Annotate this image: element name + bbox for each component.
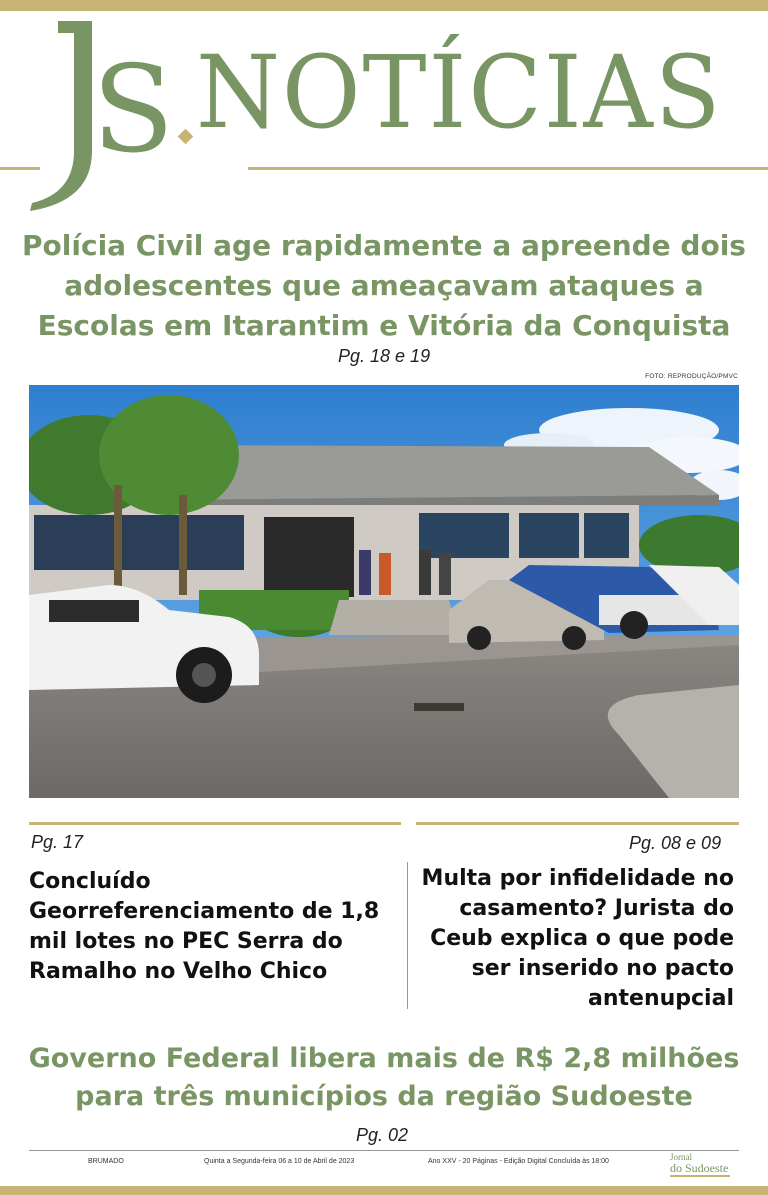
jornal-do-sudoeste-logo: [668, 1152, 738, 1180]
column-divider: [407, 862, 408, 1009]
bottom-page-ref: Pg. 02: [356, 1125, 409, 1145]
right-headline: Multa por infidelidade no casamento? Jurista do Ceub explica o que pode ser inserido no pacto antenupcial: [421, 866, 734, 1011]
footer-dates: Quinta a Segunda-feira 06 a 10 de Abril de 2023: [204, 1158, 355, 1165]
footer-logo-line2: do Sudoeste: [670, 1161, 729, 1175]
masthead: [0, 11, 768, 216]
logo-s: S: [92, 41, 175, 180]
footer-rule: [29, 1150, 739, 1151]
right-page-ref: Pg. 08 e 09: [629, 833, 722, 853]
footer-edition: Ano XXV - 20 Páginas - Edição Digital Concluída às 18:00: [428, 1158, 609, 1165]
main-headline: Polícia Civil age rapidamente a apreende dois adolescentes que ameaçavam ataques a Escolas em Itarantim e Vitória da Conquista: [22, 229, 746, 342]
footer-logo-line1: Jornal: [670, 1152, 692, 1162]
left-headline: Concluído Georreferenciamento de 1,8 mil lotes no PEC Serra do Ramalho no Velho Chico: [29, 869, 380, 984]
top-gold-band: [0, 0, 768, 11]
photo-credit: FOTO: REPRODUÇÃO/PMVC: [645, 373, 738, 380]
left-page-ref: Pg. 17: [31, 832, 84, 852]
masthead-rule-right: [248, 167, 768, 170]
bottom-headline: Governo Federal libera mais de R$ 2,8 milhões para três municípios da região Sudoeste: [28, 1043, 740, 1112]
footer-logo-rule: [670, 1175, 730, 1177]
masthead-title: NOTÍCIAS: [196, 34, 723, 151]
divider-left: [29, 822, 401, 825]
bottom-gold-band: [0, 1186, 768, 1195]
main-page-ref: Pg. 18 e 19: [338, 346, 431, 366]
main-photo: [29, 385, 739, 798]
divider-right: [416, 822, 739, 825]
footer-city: BRUMADO: [88, 1158, 124, 1165]
